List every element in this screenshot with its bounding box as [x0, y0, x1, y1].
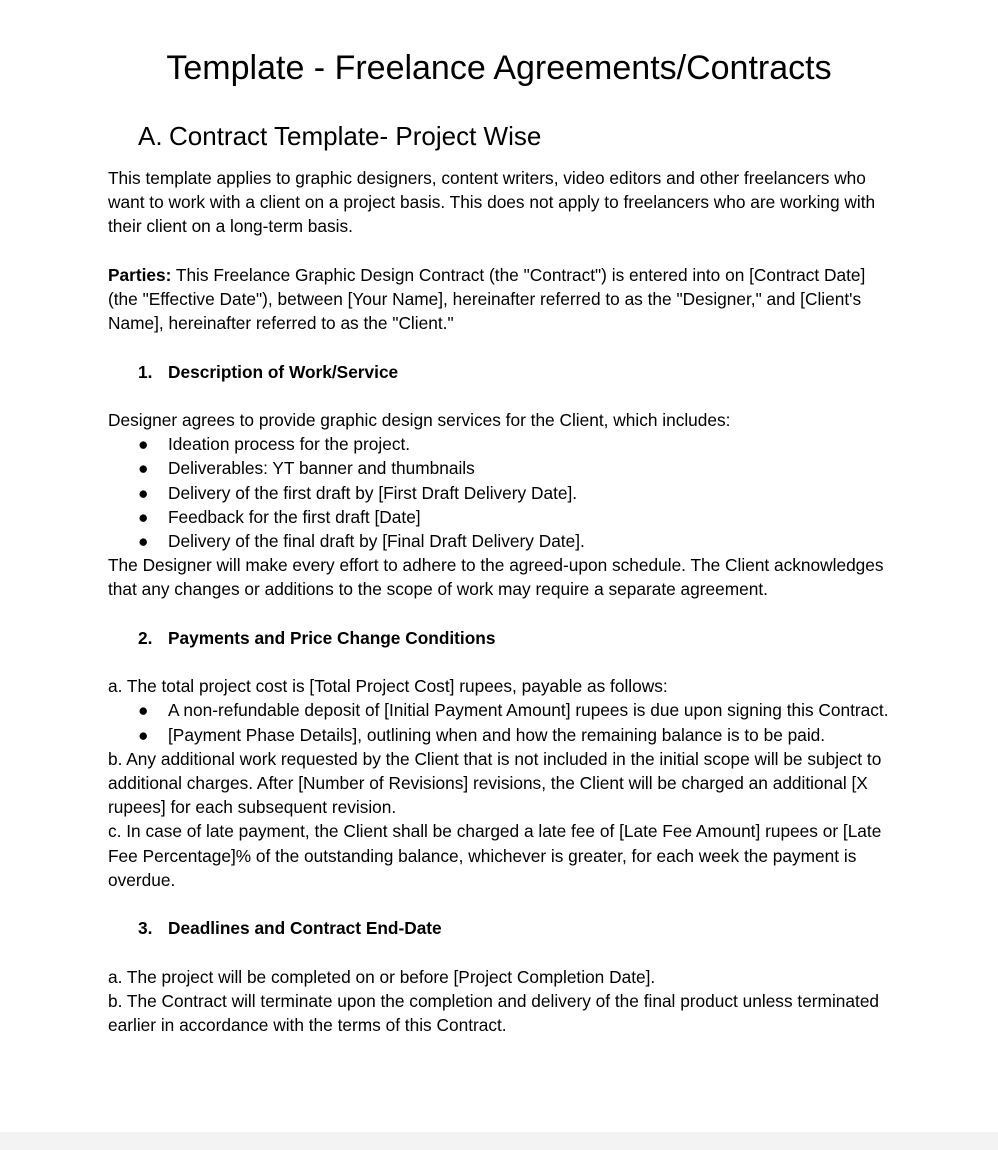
parties-text: This Freelance Graphic Design Contract (the "Contract") is entered into on [Contract Date] (the "Effective Date"), between [Your Name], hereinafter referred to as the "Designer," and [Client's Name], hereinafter referred to as the "Client."	[108, 264, 866, 334]
list-item: ● Ideation process for the project.	[108, 432, 898, 456]
bullet-icon: ●	[138, 506, 149, 527]
section-1-title: Description of Work/Service	[168, 361, 399, 382]
section-2-number: 2.	[138, 627, 153, 648]
bullet-icon: ●	[138, 434, 149, 455]
section-3-number: 3.	[138, 918, 153, 939]
section-1-closing: The Designer will make every effort to adhere to the agreed-upon schedule. The Client acknowledges that any changes or additions to the scope of work may require a separate agreement.	[108, 555, 884, 600]
section-2-clause-a: a. The total project cost is [Total Project Cost] rupees, payable as follows:	[108, 676, 668, 697]
section-3-clause-a: a. The project will be completed on or before [Project Completion Date].	[108, 966, 656, 987]
section-2-title: Payments and Price Change Conditions	[168, 627, 496, 648]
section-3-title: Deadlines and Contract End-Date	[168, 918, 442, 939]
list-item: ● Delivery of the final draft by [Final Draft Delivery Date].	[108, 529, 898, 553]
bullet-icon: ●	[138, 458, 149, 479]
section-1-number: 1.	[138, 361, 153, 382]
bullet-icon: ●	[138, 724, 149, 745]
intro-paragraph: This template applies to graphic designers, content writers, video editors and other freelancers who want to work with a client on a project basis. This does not apply to freelancers who are working with their client on a long-term basis.	[108, 168, 876, 237]
section-3-heading	[108, 916, 898, 940]
list-item: ● Deliverables: YT banner and thumbnails	[108, 456, 898, 480]
section-2-heading	[108, 626, 898, 650]
section-3-clause-b: b. The Contract will terminate upon the completion and delivery of the final product unless terminated earlier in accordance with the terms of this Contract.	[108, 990, 880, 1035]
page-bottom-edge	[0, 1132, 998, 1150]
list-item: ● Delivery of the first draft by [First Draft Delivery Date].	[108, 481, 898, 505]
document-body	[108, 166, 898, 1037]
page-title: Template - Freelance Agreements/Contracts	[166, 49, 832, 87]
parties-paragraph	[108, 263, 898, 336]
list-item: ● [Payment Phase Details], outlining when and how the remaining balance is to be paid.	[108, 723, 898, 747]
bullet-icon: ●	[138, 482, 149, 503]
section-2-clause-c: c. In case of late payment, the Client shall be charged a late fee of [Late Fee Amount] rupees or [Late Fee Percentage]% of the outstanding balance, whichever is greater, for each week the payment is overdue.	[108, 821, 882, 890]
list-item: ● A non-refundable deposit of [Initial Payment Amount] rupees is due upon signing this Contract.	[108, 698, 898, 722]
section-2-clause-b: b. Any additional work requested by the Client that is not included in the initial scope will be subject to additional charges. After [Number of Revisions] revisions, the Client will be charged an additional [X rupees] for each subsequent revision.	[108, 748, 882, 818]
section-a-number: A.	[138, 121, 163, 151]
parties-label: Parties:	[108, 264, 172, 285]
section-2-list	[108, 698, 898, 746]
bullet-icon: ●	[138, 531, 149, 551]
section-a-heading	[138, 118, 541, 154]
bullet-icon: ●	[138, 700, 149, 721]
section-1-list	[108, 432, 898, 553]
section-a-title: Contract Template- Project Wise	[169, 121, 542, 151]
section-1-heading	[108, 360, 898, 384]
list-item: ● Feedback for the first draft [Date]	[108, 505, 898, 529]
section-1-lead: Designer agrees to provide graphic design services for the Client, which includes:	[108, 409, 731, 430]
